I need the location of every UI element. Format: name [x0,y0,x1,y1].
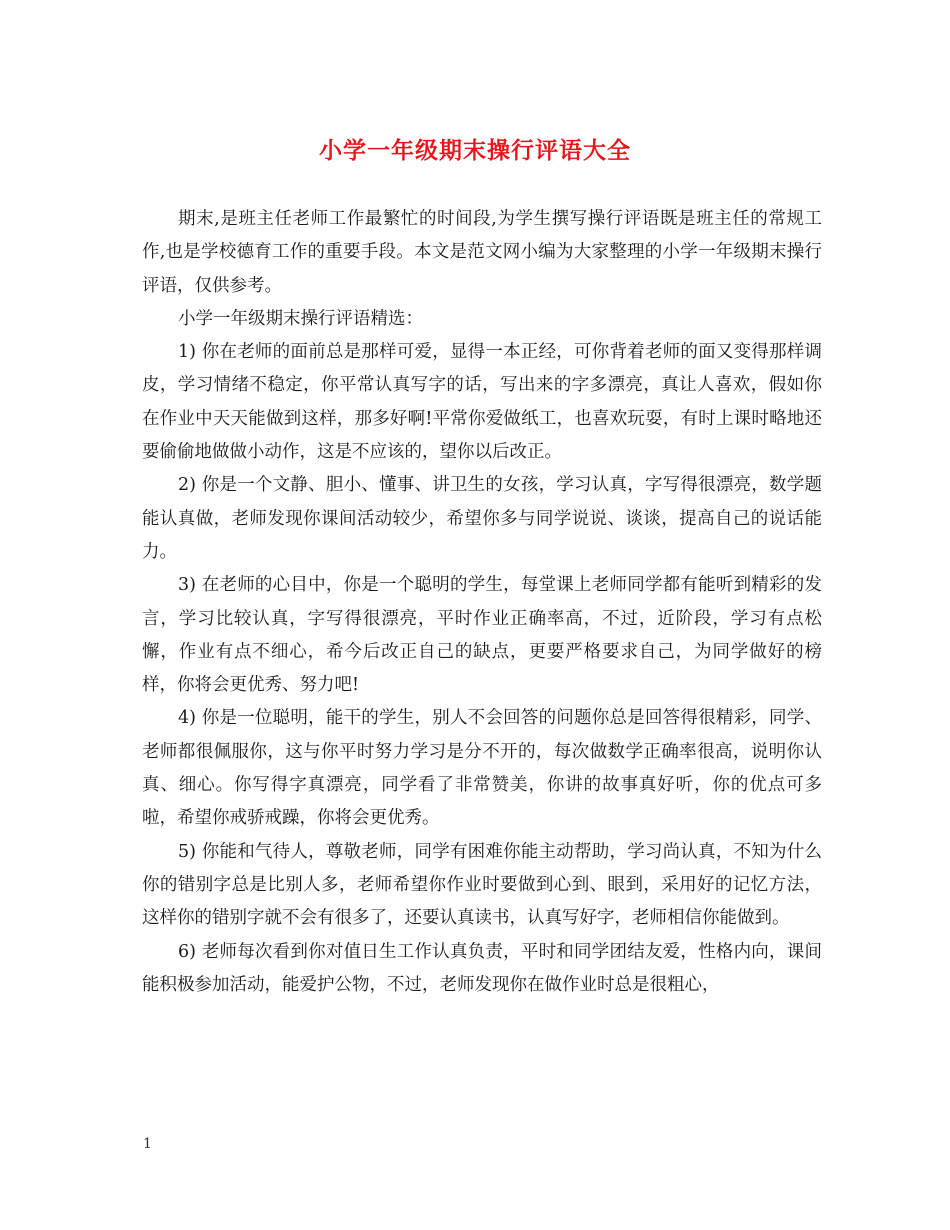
comment-paragraph-2: 2) 你是一个文静、胆小、懂事、讲卫生的女孩，学习认真，字写得很漂亮，数学题能认真做，老师发现你课间活动较少，希望你多与同学说说、谈谈，提高自己的说话能力。 [142,475,822,562]
document-body [142,203,822,1002]
document-title: 小学一年级期末操行评语大全 [319,137,631,164]
section-heading: 小学一年级期末操行评语精选： [178,308,423,329]
comment-paragraph-3: 3) 在老师的心目中，你是一个聪明的学生，每堂课上老师同学都有能听到精彩的发言，学习比较认真，字写得很漂亮，平时作业正确率高，不过，近阶段，学习有点松懈，作业有点不细心，希今后改正自己的缺点，更要严格要求自己，为同学做好的榜样，你将会更优秀、努力吧! [142,575,822,696]
comment-paragraph-4: 4) 你是一位聪明，能干的学生，别人不会回答的问题你总是回答得很精彩，同学、老师都很佩服你，这与你平时努力学习是分不开的，每次做数学正确率很高，说明你认真、细心。你写得字真漂亮，同学看了非常赞美，你讲的故事真好听，你的优点可多啦，希望你戒骄戒躁，你将会更优秀。 [142,708,822,829]
comment-paragraph-5: 5) 你能和气待人，尊敬老师，同学有困难你能主动帮助，学习尚认真，不知为什么你的错别字总是比别人多，老师希望你作业时要做到心到、眼到，采用好的记忆方法，这样你的错别字就不会有很多了，还要认真读书，认真写好字，老师相信你能做到。 [142,841,822,929]
comment-paragraph-6: 6) 老师每次看到你对值日生工作认真负责，平时和同学团结友爱，性格内向，课间能积极参加活动，能爱护公物，不过，老师发现你在做作业时总是很粗心， [142,941,822,995]
page-number: 1 [143,1136,152,1152]
intro-paragraph: 期末,是班主任老师工作最繁忙的时间段,为学生撰写操行评语既是班主任的常规工作,也是学校德育工作的重要手段。本文是范文网小编为大家整理的小学一年级期末操行评语，仅供参考。 [142,209,822,296]
comment-paragraph-1: 1) 你在老师的面前总是那样可爱，显得一本正经，可你背着老师的面又变得那样调皮，学习情绪不稳定，你平常认真写字的话，写出来的字多漂亮，真让人喜欢，假如你在作业中天天能做到这样，那多好啊!平常你爱做纸工，也喜欢玩耍，有时上课时略地还要偷偷地做做小动作，这是不应该的，望你以后改正。 [142,342,822,463]
